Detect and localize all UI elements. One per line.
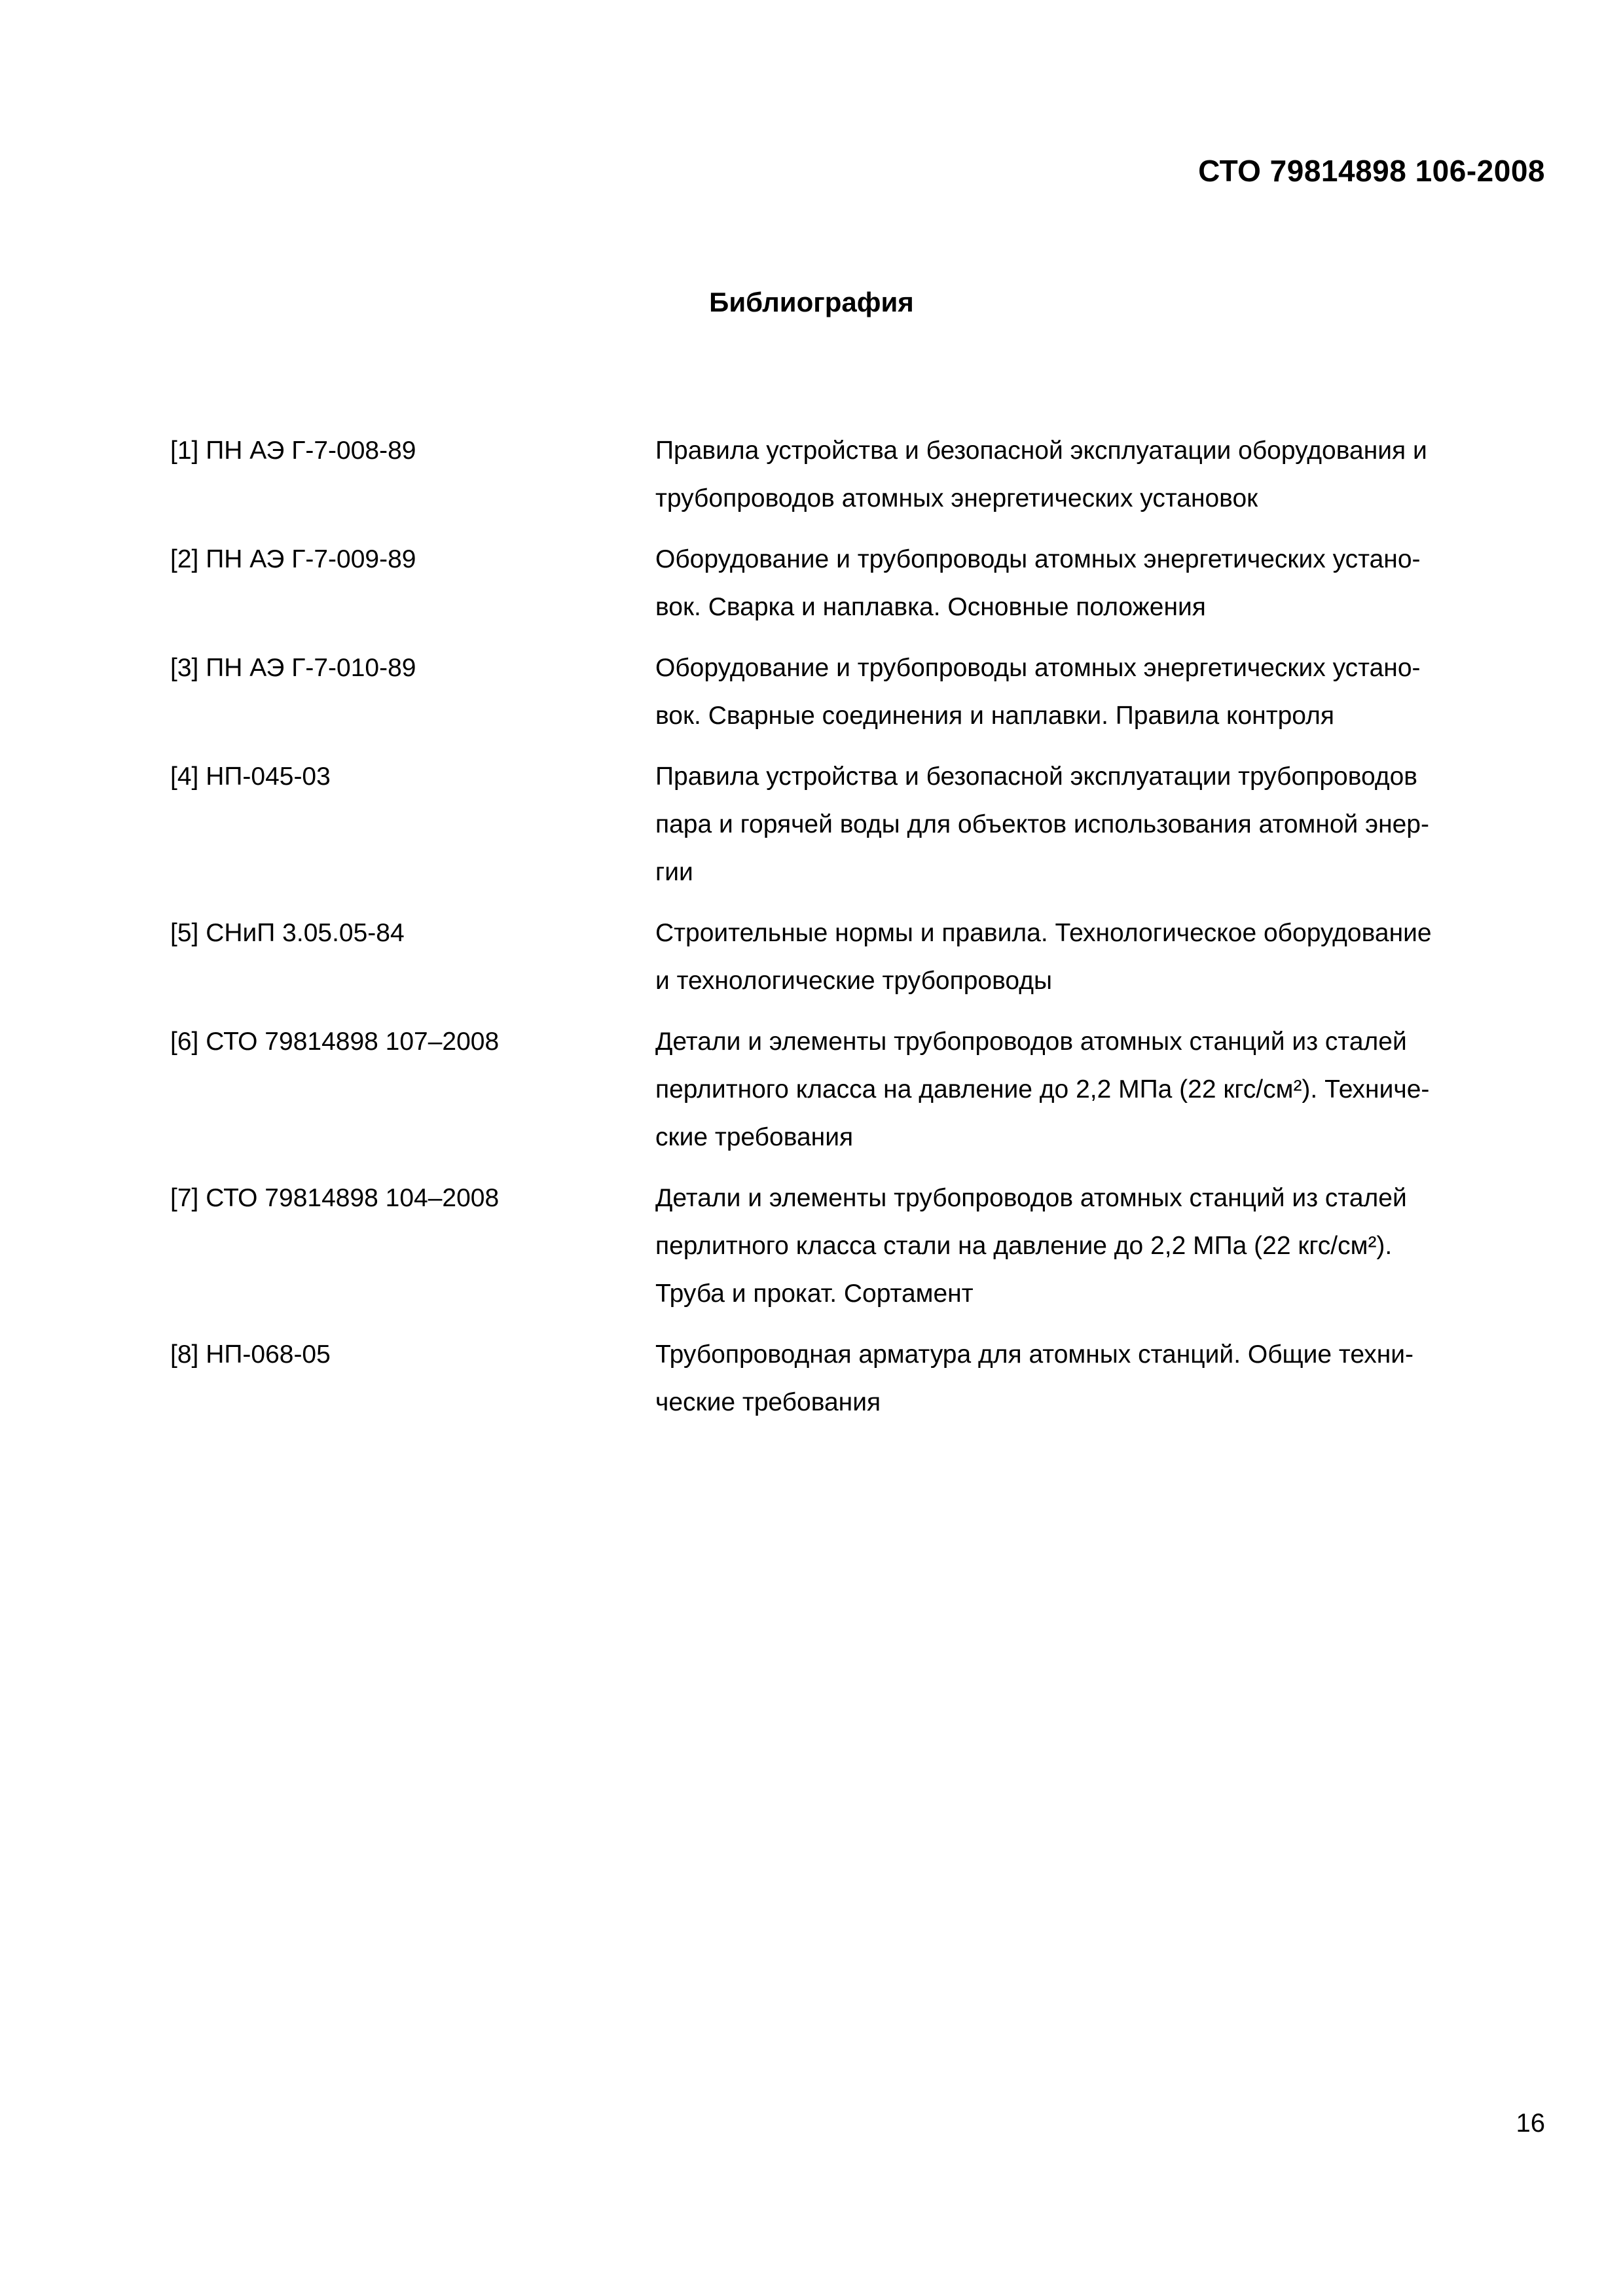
entry-description: Детали и элементы трубопроводов атомных станций из сталей перлитного класса стали на давление до 2,2 МПа (22 кгс/см²). Труба и прокат. Сортамент xyxy=(655,1184,1407,1308)
entry-reference: [8] НП-068-05 xyxy=(170,1340,331,1369)
bibliography-entry xyxy=(170,1174,1499,1318)
bibliography-entry xyxy=(170,1018,1499,1161)
entry-reference: [4] НП-045-03 xyxy=(170,762,331,791)
entry-reference: [7] СТО 79814898 104–2008 xyxy=(170,1184,500,1212)
entry-reference: [2] ПН АЭ Г-7-009-89 xyxy=(170,545,416,573)
document-code: СТО 79814898 106-2008 xyxy=(1198,154,1545,188)
entry-description: Оборудование и трубопроводы атомных энергетических устано- вок. Сварные соединения и наплавки. Правила контроля xyxy=(655,654,1421,730)
bibliography-entry xyxy=(170,427,1499,522)
entry-reference: [1] ПН АЭ Г-7-008-89 xyxy=(170,437,416,465)
entry-description: Детали и элементы трубопроводов атомных станций из сталей перлитного класса на давление до 2,2 МПа (22 кгс/см²). Техниче- ские требования xyxy=(655,1028,1430,1151)
entry-description: Правила устройства и безопасной эксплуатации трубопроводов пара и горячей воды для объектов использования атомной энер- гии xyxy=(655,762,1429,886)
page-title: Библиография xyxy=(709,287,914,317)
bibliography-entry xyxy=(170,909,1499,1005)
page-number: 16 xyxy=(1516,2109,1545,2138)
entry-description: Строительные нормы и правила. Технологическое оборудование и технологические трубопроводы xyxy=(655,919,1432,995)
bibliography-entry xyxy=(170,535,1499,631)
entry-reference: [5] СНиП 3.05.05-84 xyxy=(170,919,405,947)
entry-description: Правила устройства и безопасной эксплуатации оборудования и трубопроводов атомных энергетических установок xyxy=(655,437,1427,512)
entry-description: Трубопроводная арматура для атомных станций. Общие техни- ческие требования xyxy=(655,1340,1414,1416)
bibliography-entry xyxy=(170,644,1499,740)
bibliography-list xyxy=(170,427,1499,1439)
entry-reference: [3] ПН АЭ Г-7-010-89 xyxy=(170,654,416,682)
bibliography-entry xyxy=(170,753,1499,896)
entry-reference: [6] СТО 79814898 107–2008 xyxy=(170,1028,500,1056)
entry-description: Оборудование и трубопроводы атомных энергетических устано- вок. Сварка и наплавка. Основные положения xyxy=(655,545,1421,621)
bibliography-entry xyxy=(170,1331,1499,1426)
